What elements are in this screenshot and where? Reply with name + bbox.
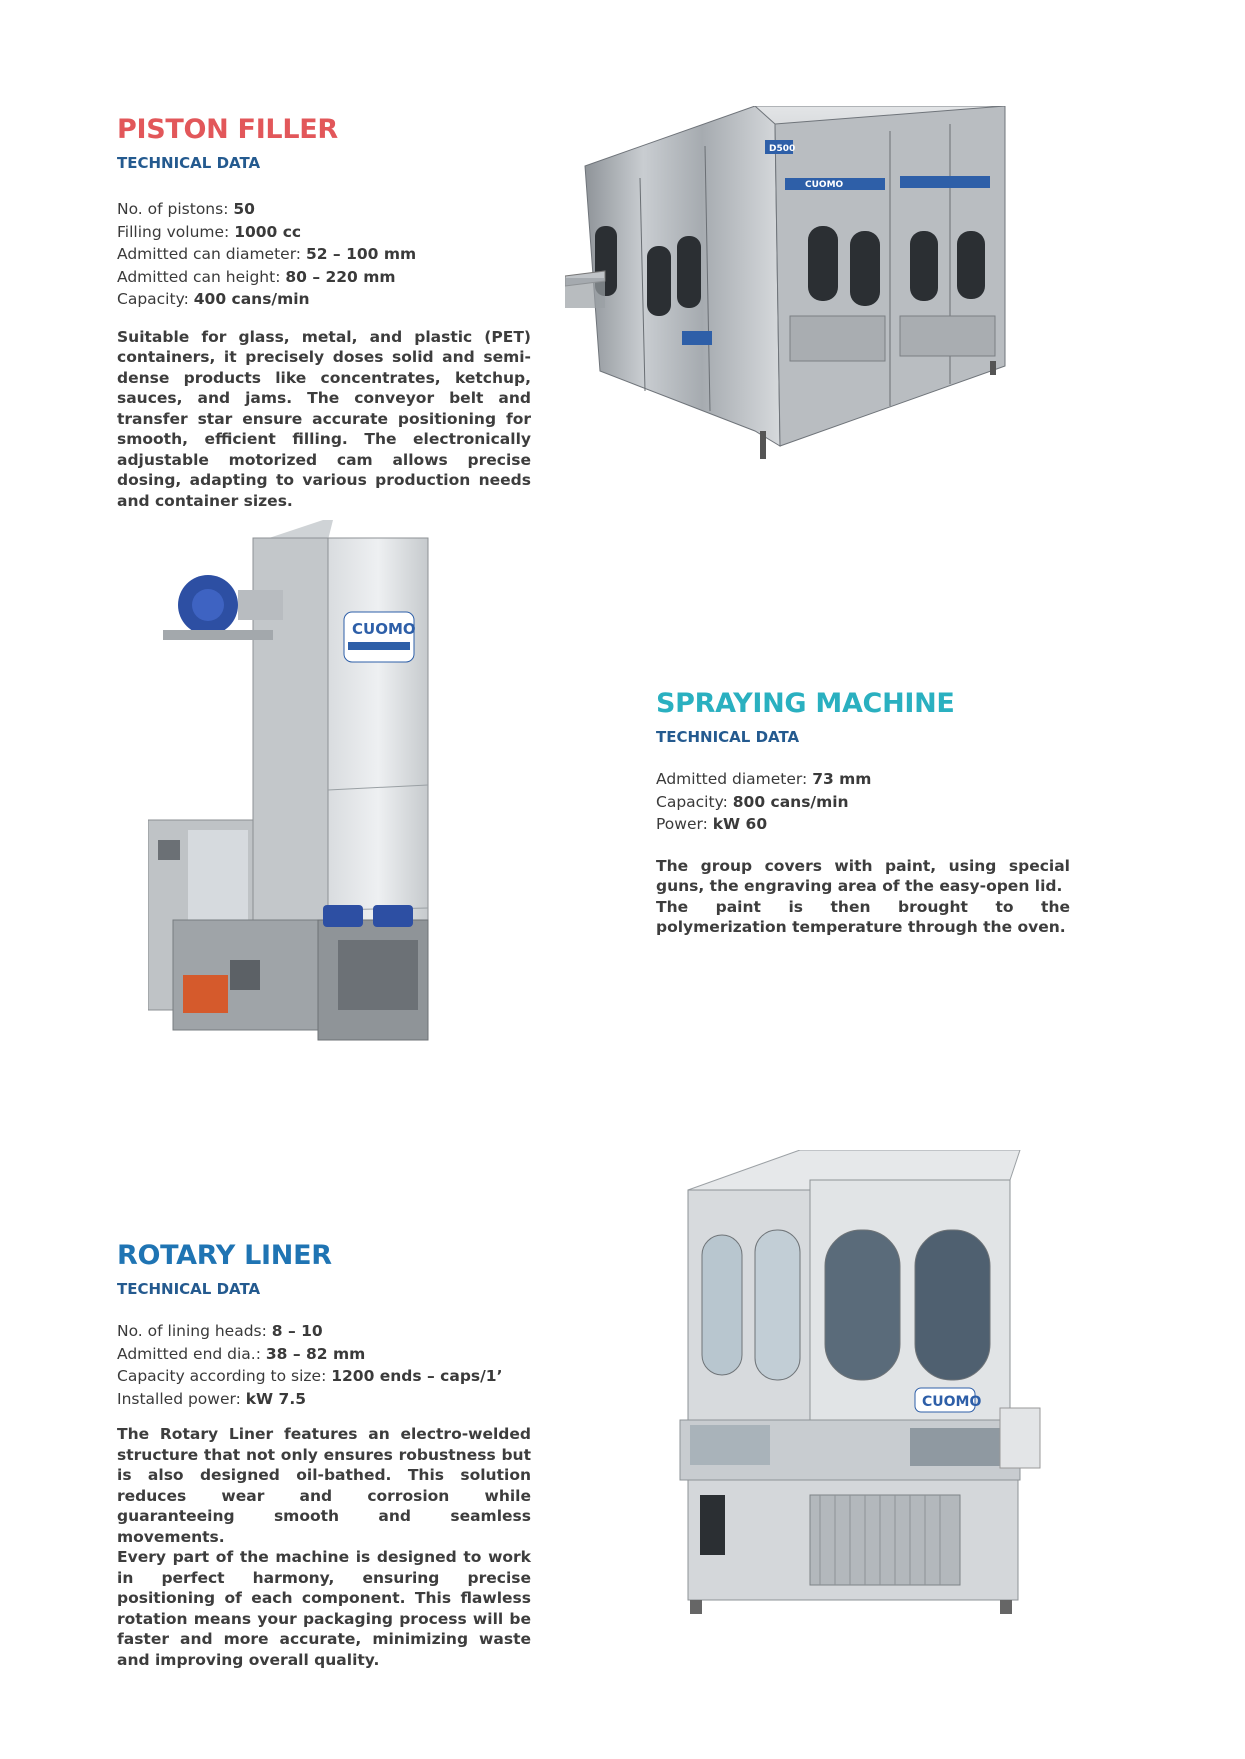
rotary-liner-section <box>117 1240 531 1670</box>
rotary-liner-subtitle: TECHNICAL DATA <box>117 1280 261 1298</box>
piston-filler-subtitle: TECHNICAL DATA <box>117 154 261 172</box>
spec-row: Admitted end dia.: 38 – 82 mm <box>117 1344 366 1363</box>
spraying-machine-section <box>656 688 1070 938</box>
spec-row: No. of lining heads: 8 – 10 <box>117 1322 323 1340</box>
rotary-liner-title: ROTARY LINER <box>117 1240 332 1271</box>
spec-row: Capacity according to size: 1200 ends – caps/1’ <box>117 1367 503 1385</box>
spec-row: Capacity: 400 cans/min <box>117 290 310 308</box>
rotary-liner-description: The Rotary Liner features an electro-welded structure that not only ensures robustness but is also designed oil-bathed. This solution reduces wear and corrosion while guaranteeing smooth and seamless movements. Every part of the machine is designed to work in perfect harmony, ensuring precise positioning of each component. This flawless rotation means your packaging process will be faster and more accurate, minimizing waste and improving overall quality. <box>117 1425 531 1669</box>
spec-row: Capacity: 800 cans/min <box>656 792 849 811</box>
piston-filler-photo <box>565 106 1100 486</box>
spraying-machine-description: The group covers with paint, using special guns, the engraving area of the easy-open lid. The paint is then brought to the polymerization temperature through the oven. <box>656 856 1070 936</box>
spec-row: No. of pistons: 50 <box>117 200 255 218</box>
piston-filler-specs <box>117 198 531 311</box>
spec-row: Admitted can diameter: 52 – 100 mm <box>117 245 417 263</box>
piston-filler-section <box>117 114 531 511</box>
spec-row: Admitted can height: 80 – 220 mm <box>117 267 396 286</box>
model-label: D500 <box>769 144 796 154</box>
cuomo-logo: CUOMO <box>922 1394 982 1410</box>
spec-row: Installed power: kW 7.5 <box>117 1389 307 1408</box>
rotary-liner-photo <box>660 1150 1060 1620</box>
spraying-machine-photo <box>148 520 460 1075</box>
spec-row: Admitted diameter: 73 mm <box>656 770 872 788</box>
piston-filler-title: PISTON FILLER <box>117 114 338 145</box>
cuomo-logo: CUOMO <box>805 180 844 190</box>
spraying-machine-title: SPRAYING MACHINE <box>656 688 955 719</box>
spraying-machine-specs <box>656 768 1070 836</box>
piston-filler-description: Suitable for glass, metal, and plastic (PET) containers, it precisely doses solid and semi-dense products like concentrates, ketchup, sauces, and jams. The conveyor belt and transfer star ensure accurate positioning for smooth, efficient filling. The electronically adjustable motorized cam allows precise dosing, adapting to various production needs and container sizes. <box>117 327 531 510</box>
spec-row: Power: kW 60 <box>656 815 768 833</box>
cuomo-logo: CUOMO <box>352 620 416 638</box>
rotary-liner-specs <box>117 1320 531 1410</box>
spec-row: Filling volume: 1000 cc <box>117 222 302 241</box>
spraying-machine-subtitle: TECHNICAL DATA <box>656 728 800 746</box>
